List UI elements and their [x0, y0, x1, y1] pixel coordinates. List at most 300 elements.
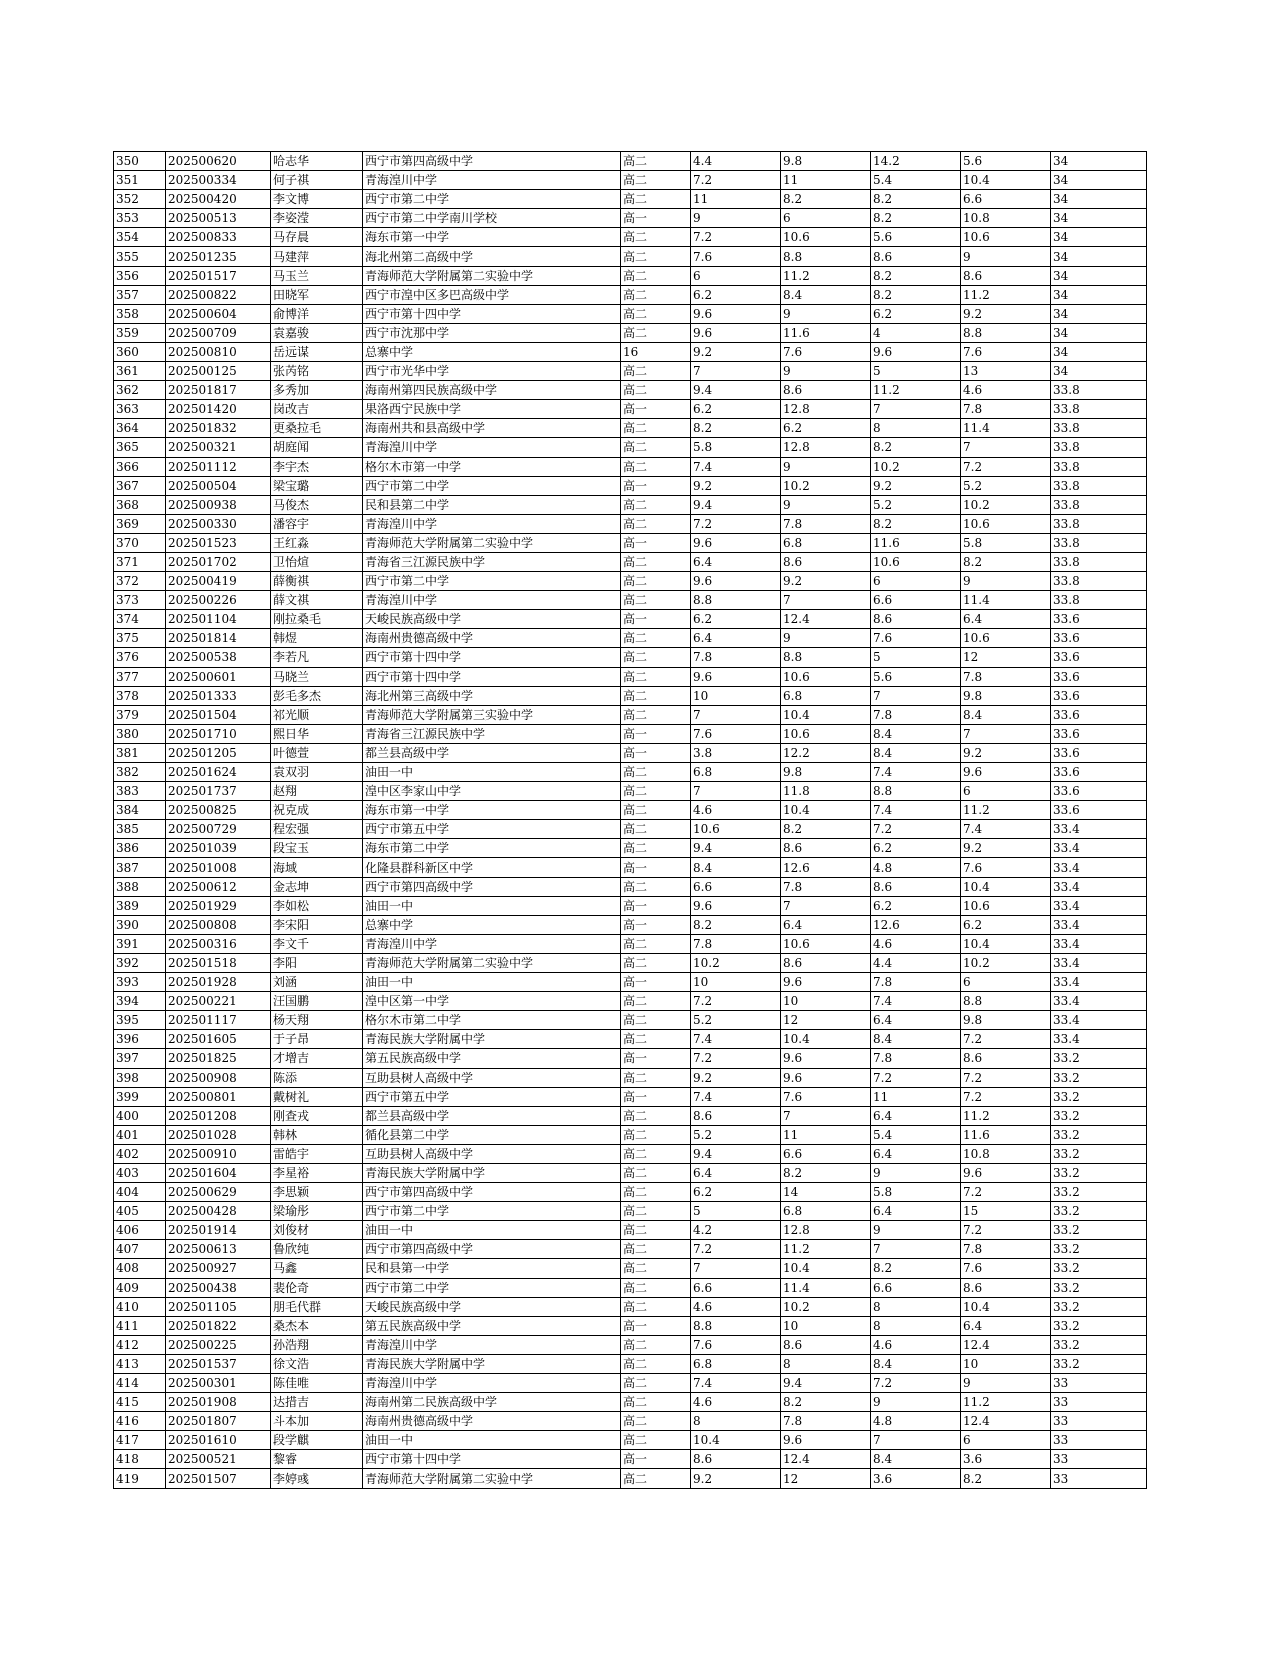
cell-total: 33.6: [1051, 610, 1147, 629]
cell-school: 青海师范大学附属第二实验中学: [363, 266, 621, 285]
cell-school: 总寨中学: [363, 915, 621, 934]
cell-rank: 399: [114, 1087, 166, 1106]
cell-rank: 356: [114, 266, 166, 285]
table-row: [114, 1183, 1147, 1202]
cell-score2: 9.6: [781, 1068, 871, 1087]
cell-score3: 5: [871, 648, 961, 667]
cell-score2: 10.4: [781, 1259, 871, 1278]
cell-score3: 7: [871, 686, 961, 705]
cell-rank: 358: [114, 304, 166, 323]
cell-score1: 9.2: [691, 476, 781, 495]
cell-rank: 363: [114, 400, 166, 419]
cell-rank: 375: [114, 629, 166, 648]
cell-id: 202500601: [166, 667, 271, 686]
cell-grade: 高二: [621, 285, 691, 304]
cell-rank: 416: [114, 1412, 166, 1431]
cell-score4: 9.6: [961, 1163, 1051, 1182]
cell-grade: 高二: [621, 323, 691, 342]
cell-id: 202500822: [166, 285, 271, 304]
cell-school: 第五民族高级中学: [363, 1049, 621, 1068]
cell-score2: 6.6: [781, 1144, 871, 1163]
cell-score3: 6: [871, 572, 961, 591]
cell-score3: 6.6: [871, 591, 961, 610]
cell-id: 202501624: [166, 763, 271, 782]
cell-score1: 6.2: [691, 1183, 781, 1202]
cell-school: 青海师范大学附属第二实验中学: [363, 1469, 621, 1488]
table-row: [114, 1431, 1147, 1450]
cell-id: 202501420: [166, 400, 271, 419]
cell-id: 202501908: [166, 1393, 271, 1412]
cell-score1: 9.6: [691, 304, 781, 323]
cell-score3: 7: [871, 1240, 961, 1259]
table-row: [114, 1087, 1147, 1106]
cell-score1: 4.6: [691, 1393, 781, 1412]
cell-score3: 8: [871, 1297, 961, 1316]
cell-id: 202501208: [166, 1106, 271, 1125]
cell-score2: 8.6: [781, 381, 871, 400]
cell-score2: 10.2: [781, 476, 871, 495]
cell-score3: 9: [871, 1163, 961, 1182]
cell-grade: 高二: [621, 629, 691, 648]
cell-name: 李若凡: [271, 648, 363, 667]
cell-total: 33.2: [1051, 1163, 1147, 1182]
cell-score3: 8: [871, 1316, 961, 1335]
cell-name: 赵翔: [271, 782, 363, 801]
cell-score3: 5.6: [871, 667, 961, 686]
cell-id: 202501205: [166, 743, 271, 762]
cell-school: 海东市第二中学: [363, 839, 621, 858]
cell-score1: 7.6: [691, 724, 781, 743]
cell-score1: 8.8: [691, 591, 781, 610]
cell-score4: 11.2: [961, 1106, 1051, 1125]
cell-score4: 10.4: [961, 877, 1051, 896]
cell-school: 民和县第二中学: [363, 495, 621, 514]
cell-score1: 9.4: [691, 495, 781, 514]
cell-grade: 高二: [621, 686, 691, 705]
cell-score1: 9.2: [691, 342, 781, 361]
cell-school: 西宁市沈那中学: [363, 323, 621, 342]
cell-rank: 419: [114, 1469, 166, 1488]
cell-score4: 5.8: [961, 533, 1051, 552]
cell-score4: 10: [961, 1354, 1051, 1373]
cell-id: 202500316: [166, 934, 271, 953]
cell-rank: 380: [114, 724, 166, 743]
cell-score4: 12: [961, 648, 1051, 667]
cell-total: 33.4: [1051, 858, 1147, 877]
cell-score2: 9: [781, 304, 871, 323]
cell-school: 格尔木市第一中学: [363, 457, 621, 476]
cell-score1: 7: [691, 705, 781, 724]
cell-grade: 高二: [621, 820, 691, 839]
cell-score3: 7.2: [871, 1374, 961, 1393]
cell-id: 202501710: [166, 724, 271, 743]
cell-id: 202500927: [166, 1259, 271, 1278]
cell-school: 青海民族大学附属中学: [363, 1354, 621, 1373]
cell-score1: 6.2: [691, 400, 781, 419]
cell-total: 33.2: [1051, 1106, 1147, 1125]
table-row: [114, 953, 1147, 972]
table-row: [114, 1354, 1147, 1373]
cell-score4: 9.2: [961, 839, 1051, 858]
cell-score1: 8.6: [691, 1450, 781, 1469]
cell-score2: 8.4: [781, 285, 871, 304]
cell-score3: 8.6: [871, 610, 961, 629]
cell-total: 33: [1051, 1469, 1147, 1488]
cell-id: 202501235: [166, 247, 271, 266]
cell-score3: 4.6: [871, 1335, 961, 1354]
cell-rank: 361: [114, 362, 166, 381]
cell-school: 西宁市第四高级中学: [363, 1240, 621, 1259]
cell-score2: 7.6: [781, 1087, 871, 1106]
cell-name: 刚拉桑毛: [271, 610, 363, 629]
cell-name: 薛衡祺: [271, 572, 363, 591]
cell-score1: 8.6: [691, 1106, 781, 1125]
cell-rank: 403: [114, 1163, 166, 1182]
cell-school: 海东市第一中学: [363, 228, 621, 247]
cell-score4: 7.2: [961, 457, 1051, 476]
cell-rank: 394: [114, 992, 166, 1011]
cell-score4: 5.2: [961, 476, 1051, 495]
table-row: [114, 495, 1147, 514]
table-row: [114, 533, 1147, 552]
cell-grade: 高二: [621, 1030, 691, 1049]
cell-total: 33.4: [1051, 896, 1147, 915]
cell-school: 西宁市第十四中学: [363, 667, 621, 686]
table-row: [114, 1278, 1147, 1297]
cell-total: 34: [1051, 266, 1147, 285]
cell-grade: 高二: [621, 1412, 691, 1431]
cell-school: 西宁市湟中区多巴高级中学: [363, 285, 621, 304]
cell-score4: 12.4: [961, 1335, 1051, 1354]
cell-score3: 8.4: [871, 743, 961, 762]
cell-score1: 6.8: [691, 1354, 781, 1373]
table-row: [114, 820, 1147, 839]
cell-school: 西宁市第二中学: [363, 572, 621, 591]
cell-score3: 8: [871, 419, 961, 438]
table-row: [114, 228, 1147, 247]
cell-total: 34: [1051, 362, 1147, 381]
cell-school: 油田一中: [363, 1431, 621, 1450]
cell-score3: 8.2: [871, 514, 961, 533]
cell-score1: 10.4: [691, 1431, 781, 1450]
cell-total: 33.6: [1051, 629, 1147, 648]
cell-score2: 12.4: [781, 1450, 871, 1469]
cell-total: 33.6: [1051, 782, 1147, 801]
cell-total: 33.8: [1051, 591, 1147, 610]
cell-name: 潘容宇: [271, 514, 363, 533]
cell-total: 33.4: [1051, 992, 1147, 1011]
cell-school: 互助县树人高级中学: [363, 1068, 621, 1087]
cell-id: 202501537: [166, 1354, 271, 1373]
table-row: [114, 1450, 1147, 1469]
cell-id: 202501104: [166, 610, 271, 629]
cell-score1: 7: [691, 782, 781, 801]
cell-total: 33: [1051, 1431, 1147, 1450]
cell-rank: 400: [114, 1106, 166, 1125]
cell-score2: 10: [781, 1316, 871, 1335]
cell-rank: 366: [114, 457, 166, 476]
cell-name: 何子祺: [271, 171, 363, 190]
cell-score1: 7: [691, 1259, 781, 1278]
cell-rank: 371: [114, 552, 166, 571]
cell-score4: 11.4: [961, 419, 1051, 438]
cell-score2: 10.4: [781, 705, 871, 724]
cell-id: 202500521: [166, 1450, 271, 1469]
cell-score4: 15: [961, 1202, 1051, 1221]
cell-score3: 6.2: [871, 304, 961, 323]
cell-grade: 高二: [621, 934, 691, 953]
cell-grade: 高二: [621, 1240, 691, 1259]
cell-rank: 389: [114, 896, 166, 915]
cell-score3: 9.6: [871, 342, 961, 361]
cell-id: 202501914: [166, 1221, 271, 1240]
cell-id: 202501832: [166, 419, 271, 438]
cell-name: 孙浩翔: [271, 1335, 363, 1354]
cell-name: 达措吉: [271, 1393, 363, 1412]
cell-id: 202500504: [166, 476, 271, 495]
cell-name: 李文博: [271, 190, 363, 209]
cell-score1: 8.2: [691, 915, 781, 934]
cell-score4: 6.4: [961, 610, 1051, 629]
cell-total: 33.2: [1051, 1068, 1147, 1087]
cell-school: 第五民族高级中学: [363, 1316, 621, 1335]
cell-id: 202500908: [166, 1068, 271, 1087]
table-row: [114, 304, 1147, 323]
cell-name: 韩林: [271, 1125, 363, 1144]
cell-score4: 6: [961, 1431, 1051, 1450]
cell-id: 202501008: [166, 858, 271, 877]
cell-score3: 8.2: [871, 209, 961, 228]
cell-school: 油田一中: [363, 896, 621, 915]
cell-score1: 7.2: [691, 514, 781, 533]
table-row: [114, 591, 1147, 610]
cell-grade: 高二: [621, 457, 691, 476]
table-row: [114, 801, 1147, 820]
cell-grade: 高二: [621, 1374, 691, 1393]
cell-school: 民和县第一中学: [363, 1259, 621, 1278]
cell-name: 梁宝璐: [271, 476, 363, 495]
cell-rank: 397: [114, 1049, 166, 1068]
cell-name: 马建萍: [271, 247, 363, 266]
cell-score1: 6.4: [691, 629, 781, 648]
cell-name: 卫怡煊: [271, 552, 363, 571]
cell-score3: 7: [871, 1431, 961, 1450]
cell-score1: 7.8: [691, 648, 781, 667]
cell-id: 202501105: [166, 1297, 271, 1316]
cell-school: 西宁市光华中学: [363, 362, 621, 381]
cell-score1: 10: [691, 686, 781, 705]
cell-score4: 7.6: [961, 858, 1051, 877]
cell-score2: 9.8: [781, 152, 871, 171]
cell-total: 33.6: [1051, 801, 1147, 820]
cell-total: 33.8: [1051, 438, 1147, 457]
table-row: [114, 438, 1147, 457]
cell-name: 杨天翔: [271, 1011, 363, 1030]
table-row: [114, 419, 1147, 438]
cell-score3: 8.4: [871, 1030, 961, 1049]
table-row: [114, 896, 1147, 915]
cell-total: 33.4: [1051, 1011, 1147, 1030]
cell-grade: 高二: [621, 667, 691, 686]
cell-rank: 404: [114, 1183, 166, 1202]
cell-name: 韩煜: [271, 629, 363, 648]
cell-score1: 9.4: [691, 381, 781, 400]
cell-school: 油田一中: [363, 763, 621, 782]
cell-grade: 高二: [621, 1297, 691, 1316]
table-row: [114, 1297, 1147, 1316]
cell-score2: 10.6: [781, 934, 871, 953]
cell-grade: 高一: [621, 209, 691, 228]
cell-total: 33.6: [1051, 648, 1147, 667]
cell-school: 湟中区第一中学: [363, 992, 621, 1011]
cell-rank: 362: [114, 381, 166, 400]
cell-score4: 7.2: [961, 1087, 1051, 1106]
cell-school: 都兰县高级中学: [363, 1106, 621, 1125]
cell-score1: 7.6: [691, 1335, 781, 1354]
table-row: [114, 1163, 1147, 1182]
cell-score1: 7: [691, 362, 781, 381]
cell-score2: 12.8: [781, 400, 871, 419]
score-table: [113, 151, 1147, 1489]
cell-score1: 9.4: [691, 1144, 781, 1163]
cell-score1: 9: [691, 209, 781, 228]
cell-id: 202500801: [166, 1087, 271, 1106]
cell-score4: 7.6: [961, 1259, 1051, 1278]
cell-score1: 6.6: [691, 877, 781, 896]
cell-name: 金志坤: [271, 877, 363, 896]
cell-name: 程宏强: [271, 820, 363, 839]
cell-school: 油田一中: [363, 973, 621, 992]
cell-total: 33.2: [1051, 1316, 1147, 1335]
cell-total: 33.8: [1051, 552, 1147, 571]
cell-total: 33.8: [1051, 381, 1147, 400]
cell-id: 202500419: [166, 572, 271, 591]
table-row: [114, 285, 1147, 304]
cell-total: 34: [1051, 342, 1147, 361]
cell-score3: 8.8: [871, 782, 961, 801]
table-row: [114, 362, 1147, 381]
cell-school: 西宁市第十四中学: [363, 648, 621, 667]
cell-score2: 12.8: [781, 438, 871, 457]
cell-total: 34: [1051, 190, 1147, 209]
cell-grade: 高二: [621, 953, 691, 972]
cell-score2: 10: [781, 992, 871, 1011]
table-row: [114, 1144, 1147, 1163]
cell-score4: 8.6: [961, 1049, 1051, 1068]
cell-school: 青海民族大学附属中学: [363, 1163, 621, 1182]
cell-score1: 8.2: [691, 419, 781, 438]
cell-score2: 11: [781, 171, 871, 190]
cell-name: 梁瑜彤: [271, 1202, 363, 1221]
cell-score2: 9.8: [781, 763, 871, 782]
cell-grade: 高二: [621, 782, 691, 801]
cell-score4: 8.4: [961, 705, 1051, 724]
cell-school: 海南州贵德高级中学: [363, 629, 621, 648]
cell-school: 天峻民族高级中学: [363, 1297, 621, 1316]
cell-score2: 9: [781, 362, 871, 381]
cell-score1: 9.2: [691, 1469, 781, 1488]
cell-rank: 384: [114, 801, 166, 820]
cell-grade: 高二: [621, 1183, 691, 1202]
cell-total: 33.2: [1051, 1125, 1147, 1144]
cell-score2: 7: [781, 896, 871, 915]
cell-score1: 7.4: [691, 1374, 781, 1393]
cell-name: 戴树礼: [271, 1087, 363, 1106]
cell-rank: 398: [114, 1068, 166, 1087]
cell-score1: 9.6: [691, 572, 781, 591]
cell-score2: 14: [781, 1183, 871, 1202]
table-row: [114, 1202, 1147, 1221]
cell-name: 雷皓宇: [271, 1144, 363, 1163]
table-row: [114, 934, 1147, 953]
cell-id: 202500612: [166, 877, 271, 896]
cell-name: 李姿滢: [271, 209, 363, 228]
cell-score1: 10.2: [691, 953, 781, 972]
cell-score4: 10.4: [961, 171, 1051, 190]
cell-total: 34: [1051, 323, 1147, 342]
cell-score3: 8.6: [871, 247, 961, 266]
cell-rank: 353: [114, 209, 166, 228]
cell-id: 202500330: [166, 514, 271, 533]
cell-score3: 6.2: [871, 896, 961, 915]
table-row: [114, 1049, 1147, 1068]
cell-score4: 9: [961, 1374, 1051, 1393]
cell-score2: 8.6: [781, 552, 871, 571]
cell-score2: 11: [781, 1125, 871, 1144]
cell-score2: 8.6: [781, 839, 871, 858]
cell-total: 33.4: [1051, 953, 1147, 972]
cell-name: 哈志华: [271, 152, 363, 171]
cell-id: 202500538: [166, 648, 271, 667]
cell-total: 33.2: [1051, 1240, 1147, 1259]
table-body: [114, 152, 1147, 1489]
cell-score2: 10.4: [781, 801, 871, 820]
cell-school: 海南州共和县高级中学: [363, 419, 621, 438]
cell-name: 李思颖: [271, 1183, 363, 1202]
cell-total: 33.2: [1051, 1354, 1147, 1373]
cell-id: 202501507: [166, 1469, 271, 1488]
table-row: [114, 686, 1147, 705]
table-row: [114, 323, 1147, 342]
cell-score2: 12.8: [781, 1221, 871, 1240]
cell-score1: 6.4: [691, 552, 781, 571]
cell-id: 202500513: [166, 209, 271, 228]
cell-total: 33.2: [1051, 1183, 1147, 1202]
cell-grade: 高一: [621, 858, 691, 877]
cell-grade: 高一: [621, 1049, 691, 1068]
cell-name: 岳远谋: [271, 342, 363, 361]
table-row: [114, 1221, 1147, 1240]
cell-school: 西宁市第二中学: [363, 1278, 621, 1297]
cell-score4: 10.4: [961, 1297, 1051, 1316]
cell-name: 张芮铭: [271, 362, 363, 381]
cell-score2: 6.8: [781, 686, 871, 705]
cell-school: 格尔木市第二中学: [363, 1011, 621, 1030]
cell-score1: 7.6: [691, 247, 781, 266]
cell-total: 33.2: [1051, 1335, 1147, 1354]
cell-score2: 7.8: [781, 514, 871, 533]
cell-id: 202500420: [166, 190, 271, 209]
cell-rank: 415: [114, 1393, 166, 1412]
cell-score2: 9.4: [781, 1374, 871, 1393]
cell-total: 33.8: [1051, 400, 1147, 419]
cell-total: 33.4: [1051, 820, 1147, 839]
cell-score1: 7.2: [691, 171, 781, 190]
cell-rank: 390: [114, 915, 166, 934]
cell-id: 202501039: [166, 839, 271, 858]
cell-grade: 16: [621, 342, 691, 361]
cell-school: 西宁市第四高级中学: [363, 1183, 621, 1202]
